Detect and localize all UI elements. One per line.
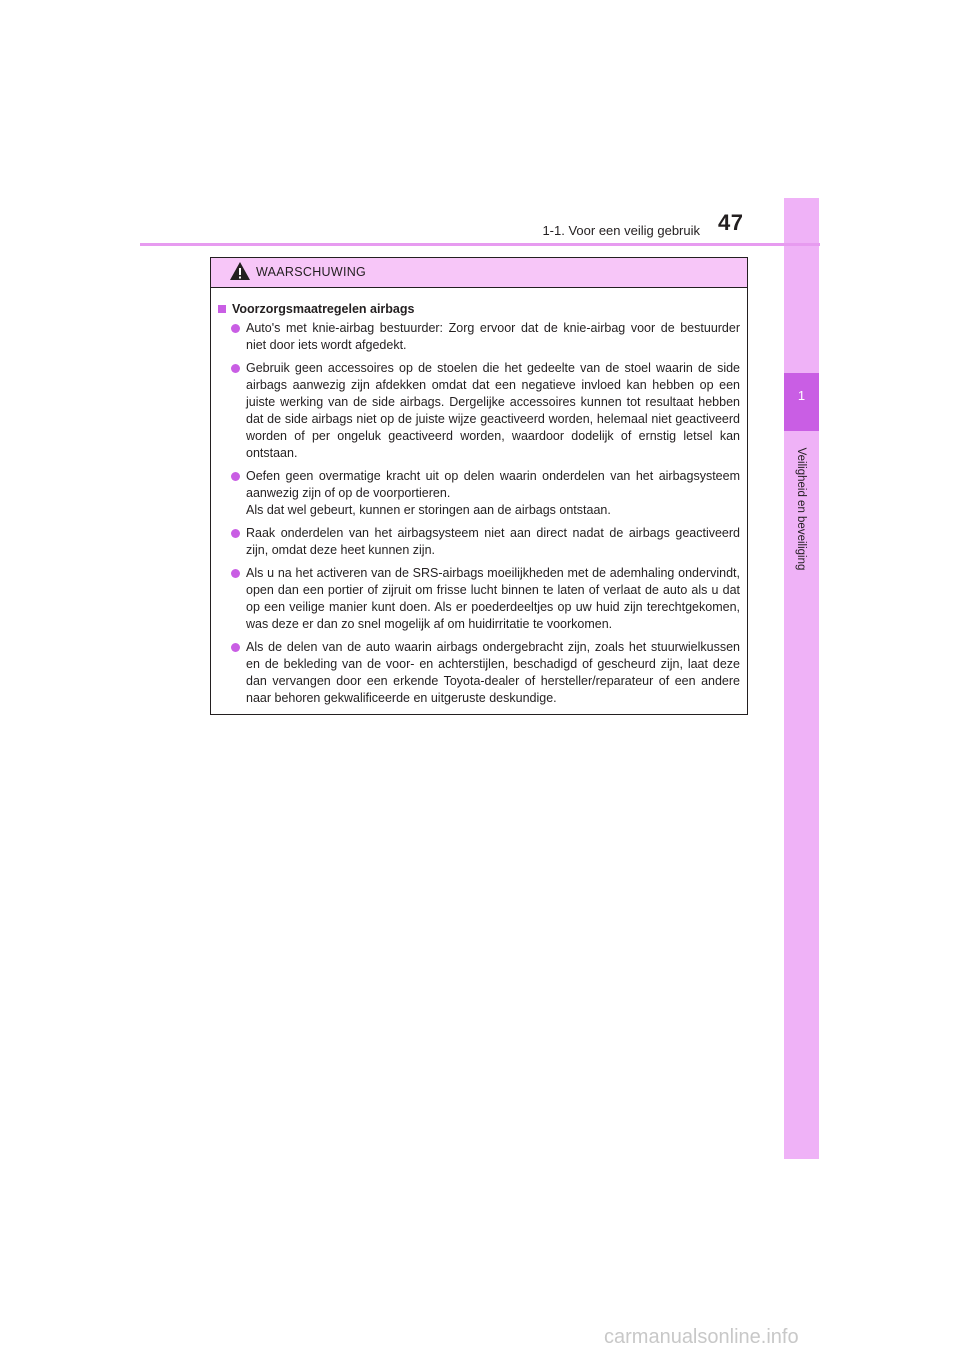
circle-bullet-icon xyxy=(231,643,240,652)
list-item xyxy=(231,639,740,707)
list-item xyxy=(231,320,740,354)
warning-body xyxy=(211,288,747,707)
side-tab xyxy=(784,198,819,1159)
warning-header xyxy=(211,258,747,288)
list-item-text: Gebruik geen accessoires op de stoelen die het gedeelte van de stoel waarin de side airbags aanwezig zijn afdekken omdat dat een negatieve invloed kan hebben op een juiste werking van de side airbags. Dergelijke accessoires kunnen tot resultaat hebben dat de side airbags niet op de juiste wijze geactiveerd worden, helemaal niet geactiveerd worden of per ongeluk geactiveerd worden, waardoor dodelijk of ernstig letsel kan ontstaan. xyxy=(246,361,740,460)
circle-bullet-icon xyxy=(231,472,240,481)
list-item-text: Als u na het activeren van de SRS-airbags moeilijkheden met de ademhaling ondervindt, open dan een portier of zijruit om frisse lucht binnen te laten of verlaat de auto als u dat op een veilige manier kunt doen. Als er poederdeeltjes op uw huid zijn terechtgekomen, was deze er dan zo snel mogelijk af om huidirritatie te voorkomen. xyxy=(246,566,740,631)
warning-heading-text: Voorzorgsmaatregelen airbags xyxy=(232,302,415,316)
warning-box xyxy=(210,257,748,715)
list-item xyxy=(231,468,740,519)
circle-bullet-icon xyxy=(231,529,240,538)
header-rule xyxy=(140,243,820,246)
chapter-title: Veiligheid en beveiliging xyxy=(795,447,807,571)
list-item-text: Auto's met knie-airbag bestuurder: Zorg ervoor dat de knie-airbag voor de bestuurder niet door iets wordt afgedekt. xyxy=(246,321,740,352)
circle-bullet-icon xyxy=(231,364,240,373)
list-item xyxy=(231,565,740,633)
circle-bullet-icon xyxy=(231,569,240,578)
list-item-text: Raak onderdelen van het airbagsysteem niet aan direct nadat de airbags geactiveerd zijn, omdat deze heet kunnen zijn. xyxy=(246,526,740,557)
list-item-text: Als de delen van de auto waarin airbags ondergebracht zijn, zoals het stuurwielkussen en de bekleding van de voor- en achterstijlen, beschadigd of gescheurd zijn, laat deze dan vervangen door een erkende Toyota-dealer of hersteller/reparateur of een andere naar behoren gekwalificeerde en uitgeruste deskundige. xyxy=(246,640,740,705)
list-item xyxy=(231,360,740,462)
section-title: 1-1. Voor een veilig gebruik xyxy=(542,223,700,238)
list-item xyxy=(231,525,740,559)
warning-label: WAARSCHUWING xyxy=(256,265,367,279)
warning-triangle-icon xyxy=(229,261,251,281)
page-number: 47 xyxy=(718,210,744,235)
circle-bullet-icon xyxy=(231,324,240,333)
list-item-text: Oefen geen overmatige kracht uit op delen waarin onderdelen van het airbagsysteem aanwezig zijn of op de voorportieren. Als dat wel gebeurt, kunnen er storingen aan de airbags ontstaan. xyxy=(246,469,740,517)
square-marker-icon xyxy=(218,305,226,313)
warning-heading xyxy=(218,302,740,316)
watermark: carmanualsonline.info xyxy=(604,1326,799,1348)
chapter-number: 1 xyxy=(797,388,806,403)
